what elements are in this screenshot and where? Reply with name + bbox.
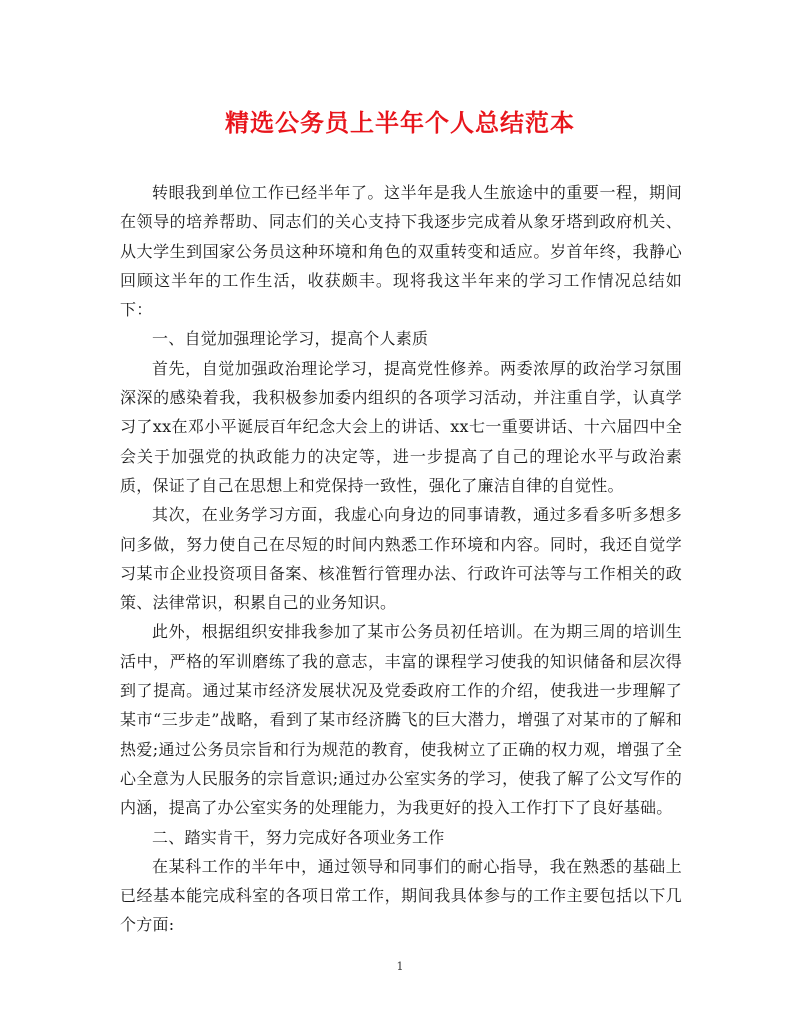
body-paragraph: 首先，自觉加强政治理论学习，提高党性修养。两委浓厚的政治学习氛围深深的感染着我，我积极参加委内组织的各项学习活动，并注重自学，认真学习了xx在邓小平诞辰百年纪念大会上的讲话、xx七一重要讲话、十六届四中全会关于加强党的执政能力的决定等，进一步提高了自己的理论水平与政治素质，保证了自己在思想上和党保持一致性，强化了廉洁自律的自觉性。: [120, 358, 682, 495]
page-number: 1: [396, 960, 404, 973]
section-heading-1: 一、自觉加强理论学习，提高个人素质: [152, 329, 429, 349]
intro-paragraph: 转眼我到单位工作已经半年了。这半年是我人生旅途中的重要一程，期间在领导的培养帮助、同志们的关心支持下我逐步完成着从象牙塔到政府机关、从大学生到国家公务员这种环境和角色的双重转变和适应。岁首年终，我静心回顾这半年的工作生活，收获颇丰。现将我这半年来的学习工作情况总结如下：: [120, 183, 682, 320]
body-paragraph: 其次，在业务学习方面，我虚心向身边的同事请教，通过多看多听多想多问多做，努力使自己在尽短的时间内熟悉工作环境和内容。同时，我还自觉学习某市企业投资项目备案、核准暂行管理办法、行政许可法等与工作相关的政策、法律常识，积累自己的业务知识。: [120, 505, 682, 613]
body-paragraph: 此外，根据组织安排我参加了某市公务员初任培训。在为期三周的培训生活中，严格的军训磨练了我的意志，丰富的课程学习使我的知识储备和层次得到了提高。通过某市经济发展状况及党委政府工作的介绍，使我进一步理解了某市“三步走”战略，看到了某市经济腾飞的巨大潜力，增强了对某市的了解和热爱;通过公务员宗旨和行为规范的教育，使我树立了正确的权力观，增强了全心全意为人民服务的宗旨意识;通过办公室实务的学习，使我了解了公文写作的内涵，提高了办公室实务的处理能力，为我更好的投入工作打下了良好基础。: [120, 622, 682, 818]
document-title: 精选公务员上半年个人总结范本: [225, 108, 575, 137]
section-heading-2: 二、踏实肯干，努力完成好各项业务工作: [152, 827, 445, 847]
document-body: [120, 178, 682, 940]
body-paragraph: 在某科工作的半年中，通过领导和同事们的耐心指导，我在熟悉的基础上已经基本能完成科室的各项日常工作，期间我具体参与的工作主要包括以下几个方面:: [120, 856, 682, 935]
